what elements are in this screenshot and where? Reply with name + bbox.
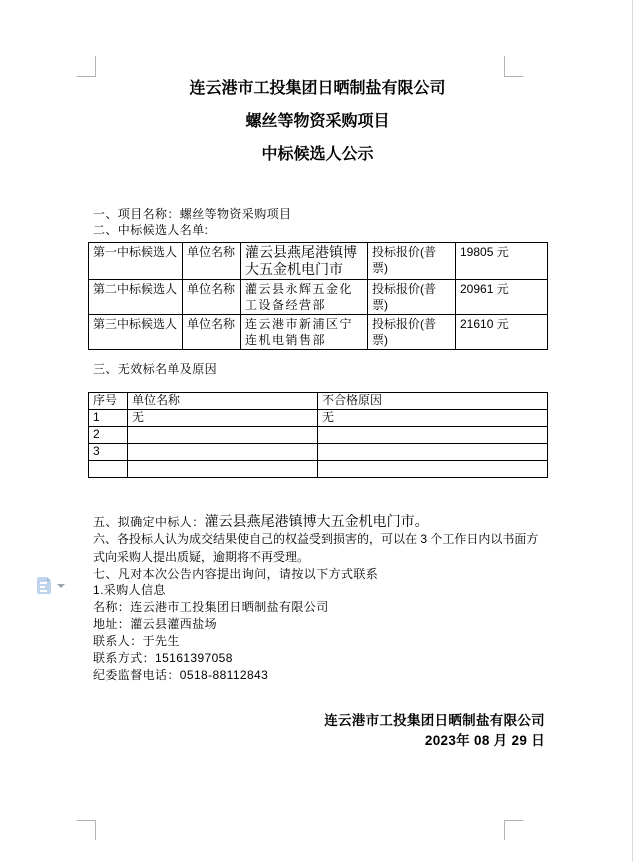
unit-label: 单位名称 [183,280,241,315]
paste-options-dropdown-icon[interactable] [57,584,65,588]
paste-options-icon[interactable] [37,577,51,594]
invalid-header-seq: 序号 [89,393,128,410]
invalid-header-reason: 不合格原因 [318,393,548,410]
document-title-project: 螺丝等物资采购项目 [245,113,390,130]
price-label: 投标报价(普票) [368,243,456,280]
signature-date: 2023年 08 月 29 日 [424,733,545,748]
invalid-row-2 [89,427,548,444]
invalid-unit: 无 [128,410,318,427]
document-title-notice: 中标候选人公示 [261,146,374,163]
crop-mark-top-right-vertical [504,56,505,76]
confirmed-winner-label: 五、拟确定中标人： [93,515,205,529]
invalid-header-unit: 单位名称 [128,393,318,410]
unit-label: 单位名称 [183,315,241,350]
invalid-header-row [89,393,548,410]
invalid-seq: 2 [89,427,128,444]
buyer-phone: 联系方式：15161397058 [93,651,233,665]
price-value: 19805 元 [456,243,548,280]
section-invalid-heading: 三、无效标名单及原因 [93,362,218,376]
candidate-row-1 [89,243,548,280]
candidate-row-2 [89,280,548,315]
buyer-contact-person: 联系人：于先生 [93,634,180,648]
invalid-reason [318,444,548,461]
signature-company: 连云港市工投集团日晒制盐有限公司 [324,713,545,728]
buyer-address: 地址：灌云县灌西盐场 [93,617,218,631]
section-project-name: 一、项目名称：螺丝等物资采购项目 [93,207,292,221]
candidates-table [88,242,548,350]
invalid-unit [128,427,318,444]
candidate-rank: 第三中标候选人 [89,315,183,350]
unit-name: 灌云县燕尾港镇博大五金机电门市 [241,243,368,280]
crop-mark-bottom-right-vertical [504,820,505,840]
signature-block [93,711,545,751]
crop-mark-top-left-horizontal [77,76,96,77]
invalid-seq: 1 [89,410,128,427]
section-objection-notice: 六、各投标人认为成交结果使自己的权益受到损害的，可以在 3 个工作日内以书面方式向采购人提出质疑，逾期将不再受理。 [93,532,539,564]
invalid-seq: 3 [89,444,128,461]
crop-mark-bottom-left-horizontal [77,820,96,821]
unit-label: 单位名称 [183,243,241,280]
invalid-unit [128,444,318,461]
buyer-supervision-phone: 纪委监督电话：0518-88112843 [93,668,269,682]
crop-mark-bottom-right-horizontal [504,820,523,821]
crop-mark-bottom-left-vertical [95,820,96,840]
candidate-row-3 [89,315,548,350]
invalid-reason [318,461,548,478]
buyer-info-heading: 1.采购人信息 [93,583,166,597]
invalid-unit [128,461,318,478]
price-value: 20961 元 [456,280,548,315]
invalid-row-3 [89,444,548,461]
invalid-reason: 无 [318,410,548,427]
price-value: 21610 元 [456,315,548,350]
invalid-row-1 [89,410,548,427]
confirmed-winner-name: 灌云县燕尾港镇博大五金机电门市。 [204,513,429,529]
crop-mark-top-right-horizontal [504,76,523,77]
unit-name: 连云港市新浦区宁连机电销售部 [241,315,368,350]
invalid-row-4 [89,461,548,478]
invalid-seq [89,461,128,478]
candidate-rank: 第一中标候选人 [89,243,183,280]
invalid-reason [318,427,548,444]
section-candidates-heading: 二、中标候选人名单: [93,223,209,237]
page-fold-inner-icon [47,577,51,581]
document-title-company: 连云港市工投集团日晒制盐有限公司 [189,80,446,97]
buyer-name: 名称：连云港市工投集团日晒制盐有限公司 [93,600,329,614]
price-label: 投标报价(普票) [368,315,456,350]
buyer-info-block [93,582,329,684]
invalid-bids-table [88,392,548,478]
candidate-rank: 第二中标候选人 [89,280,183,315]
section-confirmed-winner [93,513,429,530]
unit-name: 灌云县永辉五金化工设备经营部 [241,280,368,315]
price-label: 投标报价(普票) [368,280,456,315]
crop-mark-top-left-vertical [95,56,96,76]
section-inquiry-contact: 七、凡对本次公告内容提出询问，请按以下方式联系 [93,567,379,581]
